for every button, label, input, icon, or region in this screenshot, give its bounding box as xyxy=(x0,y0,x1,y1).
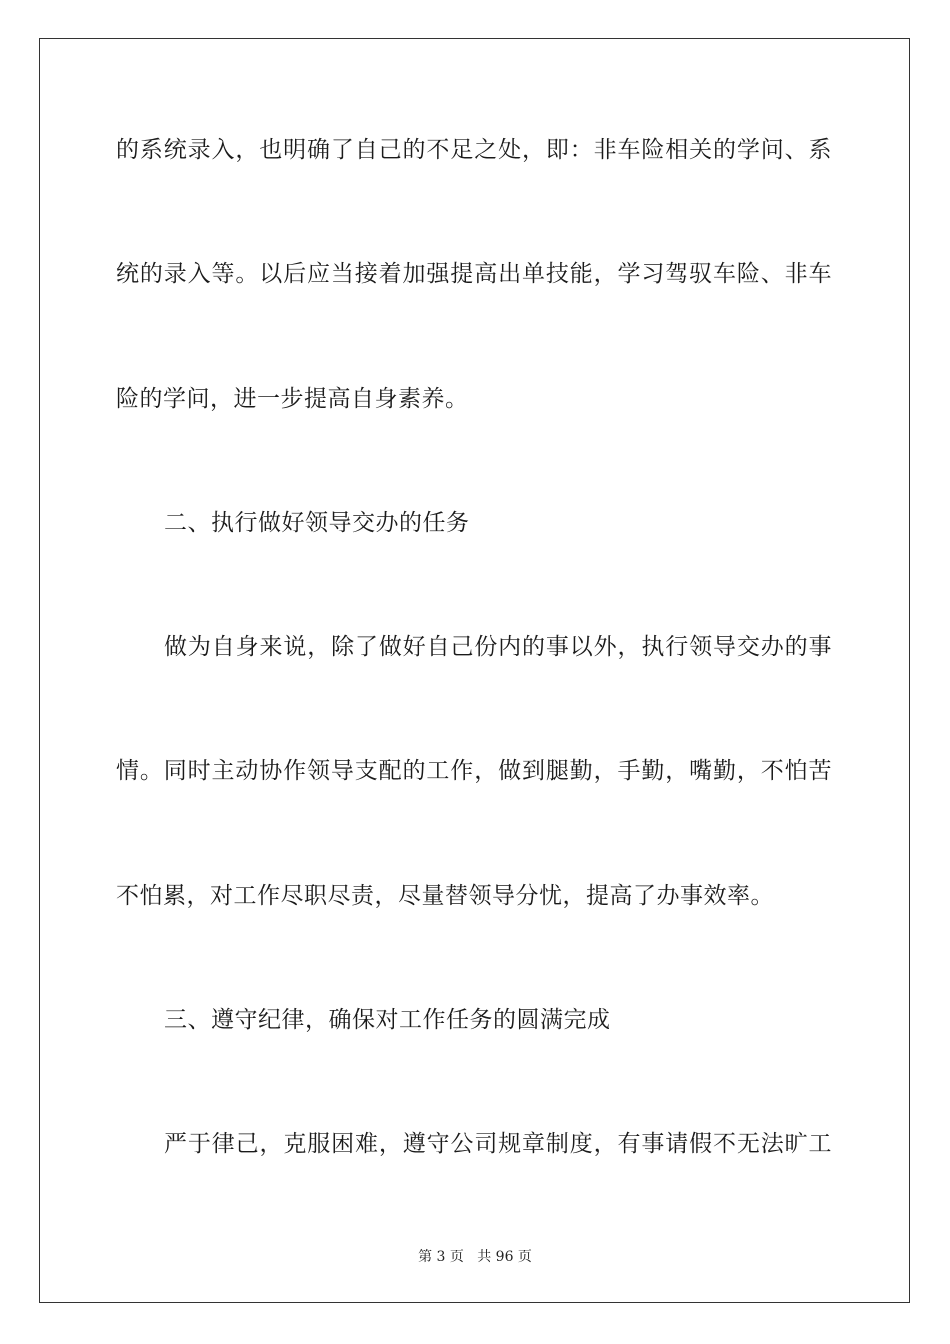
body-text-line-5: 做为自身来说，除了做好自己份内的事以外，执行领导交办的事 xyxy=(164,634,832,660)
section-heading-2: 二、执行做好领导交办的任务 xyxy=(164,510,470,536)
body-text-line-2: 统的录入等。以后应当接着加强提高出单技能，学习驾驭车险、非车 xyxy=(116,261,832,287)
body-text-line-1: 的系统录入，也明确了自己的不足之处，即：非车险相关的学问、系 xyxy=(116,137,832,163)
body-text-line-6: 情。同时主动协作领导支配的工作，做到腿勤，手勤，嘴勤，不怕苦 xyxy=(116,758,832,784)
body-text-line-9: 严于律己，克服困难，遵守公司规章制度，有事请假不无法旷工 xyxy=(164,1131,832,1157)
body-text-line-3: 险的学问，进一步提高自身素养。 xyxy=(116,386,469,412)
page-number-footer: 第 3 页 共 96 页 xyxy=(418,1249,532,1265)
page-border xyxy=(39,38,910,1303)
section-heading-3: 三、遵守纪律，确保对工作任务的圆满完成 xyxy=(164,1007,611,1033)
body-text-line-7: 不怕累，对工作尽职尽责，尽量替领导分忧，提高了办事效率。 xyxy=(116,883,774,909)
